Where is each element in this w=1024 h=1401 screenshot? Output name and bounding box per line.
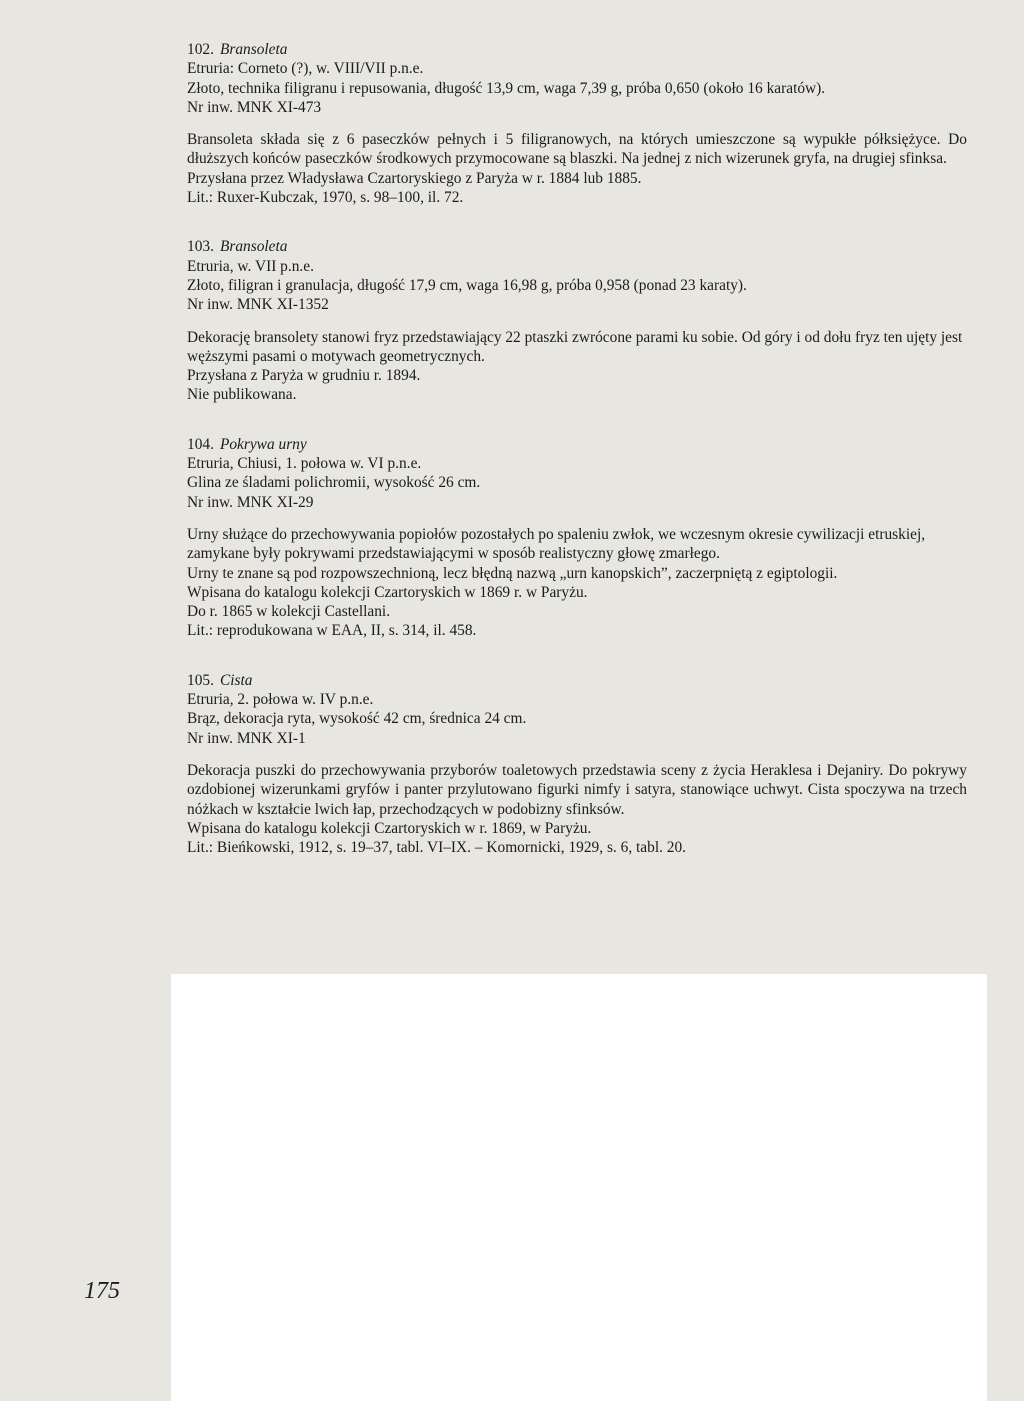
entry-description — [187, 525, 967, 641]
entry-number: 102. — [187, 41, 214, 58]
description-provenance: Przysłana z Paryża w grudniu r. 1894. — [187, 367, 421, 385]
entry-material: Złoto, filigran i granulacja, długość 17,9 cm, waga 16,98 g, próba 0,958 (ponad 23 karaty). — [187, 276, 747, 294]
catalog-entry-105 — [187, 671, 967, 858]
entry-meta — [187, 59, 967, 117]
catalog-entry-102 — [187, 40, 967, 207]
description-provenance: Przysłana przez Władysława Czartoryskiego z Paryża w r. 1884 lub 1885. — [187, 169, 642, 187]
entry-inventory-number: Nr inw. MNK XI-1 — [187, 729, 306, 747]
entry-number: 104. — [187, 435, 214, 453]
entry-origin: Etruria, 2. połowa w. IV p.n.e. — [187, 691, 374, 709]
entry-material: Glina ze śladami polichromii, wysokość 26 cm. — [187, 474, 481, 492]
entry-material: Złoto, technika filigranu i repusowania, długość 13,9 cm, waga 7,39 g, próba 0,650 (około 16 karatów). — [187, 79, 826, 97]
description-literature: Lit.: Ruxer-Kubczak, 1970, s. 98–100, il. 72. — [187, 189, 464, 207]
entry-description — [187, 130, 967, 207]
entry-title: Cista — [219, 671, 253, 689]
entry-origin: Etruria: Corneto (?), w. VIII/VII p.n.e. — [187, 60, 424, 78]
entry-meta — [187, 690, 967, 748]
description-literature: Lit.: reprodukowana w EAA, II, s. 314, il. 458. — [187, 622, 477, 640]
description-collection-history: Do r. 1865 w kolekcji Castellani. — [187, 603, 391, 621]
entry-heading — [187, 237, 967, 256]
entry-material: Brąz, dekoracja ryta, wysokość 42 cm, średnica 24 cm. — [187, 710, 527, 728]
entry-origin: Etruria, Chiusi, 1. połowa w. VI p.n.e. — [187, 455, 422, 473]
description-provenance: Wpisana do katalogu kolekcji Czartoryskich w 1869 r. w Paryżu. — [187, 583, 588, 601]
entry-inventory-number: Nr inw. MNK XI-1352 — [187, 296, 329, 314]
description-provenance: Wpisana do katalogu kolekcji Czartoryskich w r. 1869, w Paryżu. — [187, 819, 592, 837]
entry-heading — [187, 671, 967, 690]
catalog-text — [187, 40, 967, 887]
description-paragraph: Urny służące do przechowywania popiołów pozostałych po spaleniu zwłok, we wczesnym okresie cywilizacji etruskiej, zamykane były pokrywami przedstawiającymi w sposób realistyczny głowę zmarłego. — [187, 525, 926, 563]
description-paragraph: Dekoracja puszki do przechowywania przyborów toaletowych przedstawia sceny z życia Heraklesa i Dejaniry. Do pokrywy ozdobionej wizerunkami gryfów i panter przylutowano figurki nimfy i satyra, stanowiące uchwyt. Cista spoczywa na trzech nóżkach w kształcie lwich łap, przechodzących w podobizny sfinksów. — [187, 761, 967, 818]
entry-title: Bransoleta — [219, 41, 288, 58]
entry-meta — [187, 454, 967, 512]
entry-number: 103. — [187, 238, 214, 256]
entry-title: Bransoleta — [219, 238, 288, 256]
catalog-entry-103 — [187, 237, 967, 404]
entry-inventory-number: Nr inw. MNK XI-473 — [187, 98, 322, 116]
entry-heading — [187, 40, 967, 59]
entry-description — [187, 761, 967, 857]
description-paragraph: Dekorację bransolety stanowi fryz przedstawiający 22 ptaszki zwrócone parami ku sobie. Od góry i od dołu fryz ten ujęty jest węższymi pasami o motywach geometrycznych. — [187, 328, 963, 365]
entry-meta — [187, 257, 967, 315]
entry-origin: Etruria, w. VII p.n.e. — [187, 257, 314, 275]
description-literature: Lit.: Bieńkowski, 1912, s. 19–37, tabl. VI–IX. – Komornicki, 1929, s. 6, tabl. 20. — [187, 839, 687, 857]
description-literature: Nie publikowana. — [187, 386, 297, 404]
entry-number: 105. — [187, 671, 214, 689]
entry-title: Pokrywa urny — [219, 435, 307, 453]
description-paragraph-2: Urny te znane są pod rozpowszechnioną, lecz błędną nazwą „urn kanopskich”, zaczerpniętą z egiptologii. — [187, 564, 838, 582]
entry-description — [187, 328, 967, 405]
entry-heading — [187, 435, 967, 454]
page-number: 175 — [84, 1278, 120, 1304]
description-paragraph: Bransoleta składa się z 6 paseczków pełnych i 5 filigranowych, na których umieszczone są wypukłe półksiężyce. Do dłuższych końców paseczków środkowych przymocowane są blaszki. Na jednej z nich wizerunek gryfa, na drugiej sfinksa. — [187, 131, 967, 168]
blank-image-area — [171, 974, 987, 1401]
entry-inventory-number: Nr inw. MNK XI-29 — [187, 493, 314, 511]
catalog-entry-104 — [187, 435, 967, 641]
